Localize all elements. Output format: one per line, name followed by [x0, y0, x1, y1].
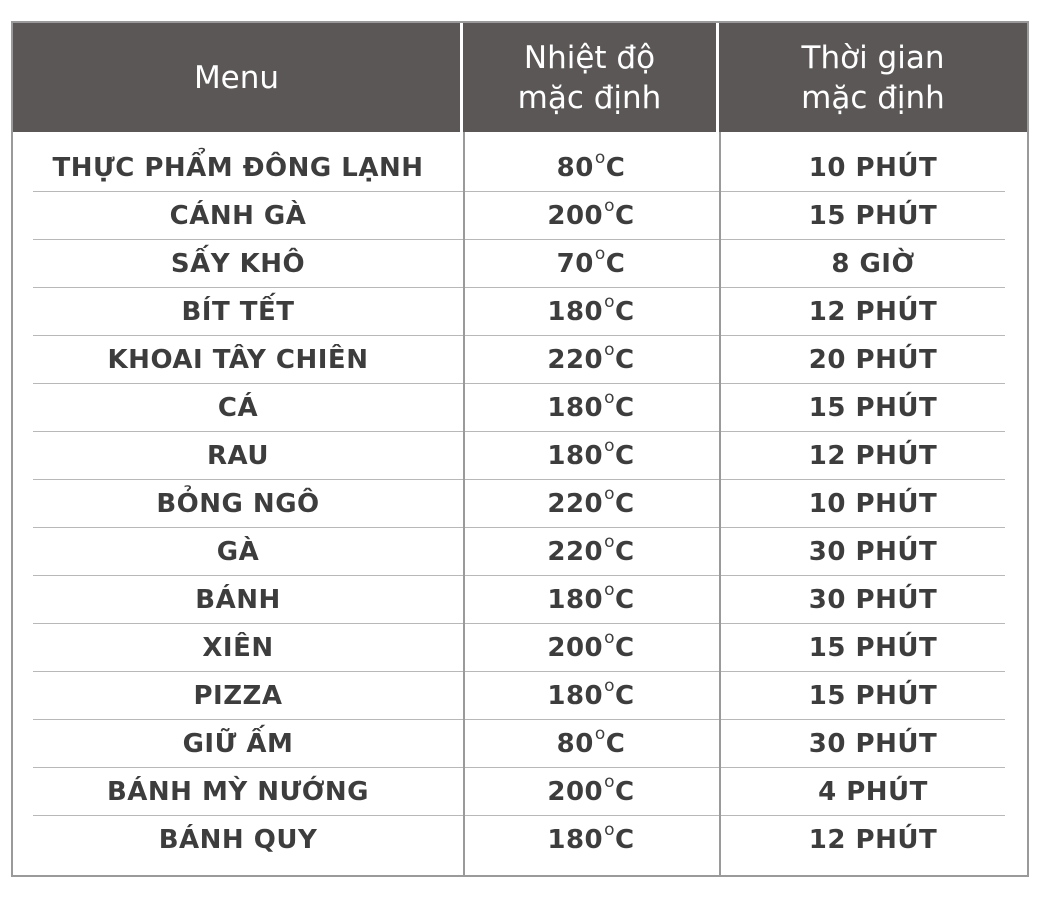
degree-symbol: o — [604, 580, 616, 600]
header-temp-line2: mặc định — [517, 79, 662, 116]
temperature-value: 180 — [547, 297, 604, 327]
degree-symbol: o — [604, 676, 616, 696]
degree-symbol: o — [604, 292, 616, 312]
menu-item-name: BÍT TẾT — [181, 297, 295, 327]
table-row — [13, 672, 1027, 720]
table-row — [13, 384, 1027, 432]
default-time-cell: 15 PHÚT — [808, 201, 938, 231]
table-row — [13, 816, 1027, 864]
default-temperature-cell — [463, 768, 719, 816]
menu-item-name: RAU — [207, 441, 269, 471]
menu-item-name: CÁ — [217, 393, 259, 423]
header-default-temperature — [463, 23, 719, 132]
temperature-value: 180 — [547, 681, 604, 711]
table-body — [13, 132, 1027, 875]
default-temperature-cell — [463, 432, 719, 480]
default-temperature-cell — [463, 240, 719, 288]
default-temperature-cell — [463, 672, 719, 720]
default-temperature-cell — [463, 576, 719, 624]
degree-symbol: o — [594, 724, 606, 744]
temperature-unit: C — [615, 201, 635, 231]
table-row — [13, 336, 1027, 384]
default-time-cell: 15 PHÚT — [808, 633, 938, 663]
default-time-cell: 30 PHÚT — [808, 537, 938, 567]
default-time-cell: 12 PHÚT — [808, 441, 938, 471]
table-row — [13, 288, 1027, 336]
header-menu — [13, 23, 463, 132]
table-row — [13, 720, 1027, 768]
menu-item-name: SẤY KHÔ — [170, 249, 306, 279]
temperature-value: 200 — [547, 633, 604, 663]
temperature-unit: C — [605, 153, 626, 183]
menu-item-name: GÀ — [216, 537, 260, 567]
temperature-value: 220 — [547, 489, 604, 519]
temperature-value: 80 — [556, 729, 594, 759]
default-time-cell: 20 PHÚT — [808, 345, 938, 375]
menu-item-name: BÁNH QUY — [158, 825, 318, 855]
default-temperature-cell — [463, 720, 719, 768]
default-time-cell: 10 PHÚT — [808, 489, 938, 519]
default-temperature-cell — [463, 288, 719, 336]
degree-symbol: o — [604, 532, 616, 552]
table-row — [13, 192, 1027, 240]
temperature-unit: C — [615, 537, 635, 567]
table-row — [13, 528, 1027, 576]
temperature-unit: C — [615, 633, 635, 663]
temperature-unit: C — [615, 345, 635, 375]
table-row — [13, 240, 1027, 288]
menu-item-name: XIÊN — [202, 633, 274, 663]
temperature-unit: C — [615, 825, 635, 855]
default-time-cell: 8 GIỜ — [831, 249, 915, 279]
menu-item-name: THỰC PHẨM ĐÔNG LẠNH — [52, 153, 424, 183]
temperature-unit: C — [615, 393, 635, 423]
default-temperature-cell — [463, 624, 719, 672]
temperature-value: 180 — [547, 393, 604, 423]
degree-symbol: o — [604, 340, 616, 360]
table-row — [13, 144, 1027, 192]
table-row — [13, 768, 1027, 816]
temperature-value: 180 — [547, 585, 604, 615]
header-default-time — [719, 23, 1027, 132]
header-time-line1: Thời gian — [801, 39, 945, 76]
degree-symbol: o — [604, 772, 616, 792]
degree-symbol: o — [604, 196, 616, 216]
default-time-cell: 10 PHÚT — [808, 153, 938, 183]
temperature-unit: C — [615, 681, 635, 711]
default-temperature-cell — [463, 816, 719, 864]
default-time-cell: 4 PHÚT — [818, 777, 928, 807]
menu-item-name: BỎNG NGÔ — [156, 489, 320, 519]
default-temperature-cell — [463, 192, 719, 240]
degree-symbol: o — [604, 484, 616, 504]
temperature-value: 200 — [547, 201, 604, 231]
temperature-unit: C — [615, 585, 635, 615]
default-time-cell: 12 PHÚT — [808, 297, 938, 327]
default-time-cell: 15 PHÚT — [808, 681, 938, 711]
header-menu-label: Menu — [193, 59, 280, 96]
table-row — [13, 432, 1027, 480]
default-temperature-cell — [463, 336, 719, 384]
degree-symbol: o — [594, 148, 606, 168]
degree-symbol: o — [604, 388, 616, 408]
default-time-cell: 12 PHÚT — [808, 825, 938, 855]
menu-item-name: BÁNH — [195, 585, 281, 615]
table-row — [13, 480, 1027, 528]
degree-symbol: o — [604, 628, 616, 648]
temperature-value: 180 — [547, 441, 604, 471]
temperature-value: 220 — [547, 537, 604, 567]
header-time-line2: mặc định — [801, 79, 945, 116]
default-time-cell: 30 PHÚT — [808, 585, 938, 615]
temperature-unit: C — [615, 441, 635, 471]
degree-symbol: o — [604, 820, 616, 840]
menu-item-name: BÁNH MỲ NƯỚNG — [106, 777, 370, 807]
default-temperature-cell — [463, 384, 719, 432]
temperature-value: 200 — [547, 777, 604, 807]
temperature-value: 80 — [556, 153, 594, 183]
temperature-unit: C — [615, 777, 635, 807]
menu-item-name: PIZZA — [193, 681, 283, 711]
temperature-value: 220 — [547, 345, 604, 375]
temperature-unit: C — [615, 489, 635, 519]
temperature-unit: C — [615, 297, 635, 327]
table-row — [13, 576, 1027, 624]
degree-symbol: o — [594, 244, 606, 264]
default-temperature-cell — [463, 480, 719, 528]
default-temperature-cell — [463, 528, 719, 576]
degree-symbol: o — [604, 436, 616, 456]
temperature-value: 180 — [547, 825, 604, 855]
menu-item-name: KHOAI TÂY CHIÊN — [107, 345, 369, 375]
temperature-unit: C — [605, 249, 626, 279]
table-header — [13, 23, 1027, 132]
default-time-cell: 30 PHÚT — [808, 729, 938, 759]
cooking-menu-table — [11, 21, 1029, 877]
table-row — [13, 624, 1027, 672]
menu-item-name: GIỮ ẤM — [182, 729, 294, 759]
temperature-value: 70 — [556, 249, 594, 279]
table-rows — [13, 144, 1027, 864]
header-temp-line1: Nhiệt độ — [523, 39, 656, 76]
default-time-cell: 15 PHÚT — [808, 393, 938, 423]
temperature-unit: C — [605, 729, 626, 759]
default-temperature-cell — [463, 144, 719, 192]
menu-item-name: CÁNH GÀ — [169, 201, 307, 231]
